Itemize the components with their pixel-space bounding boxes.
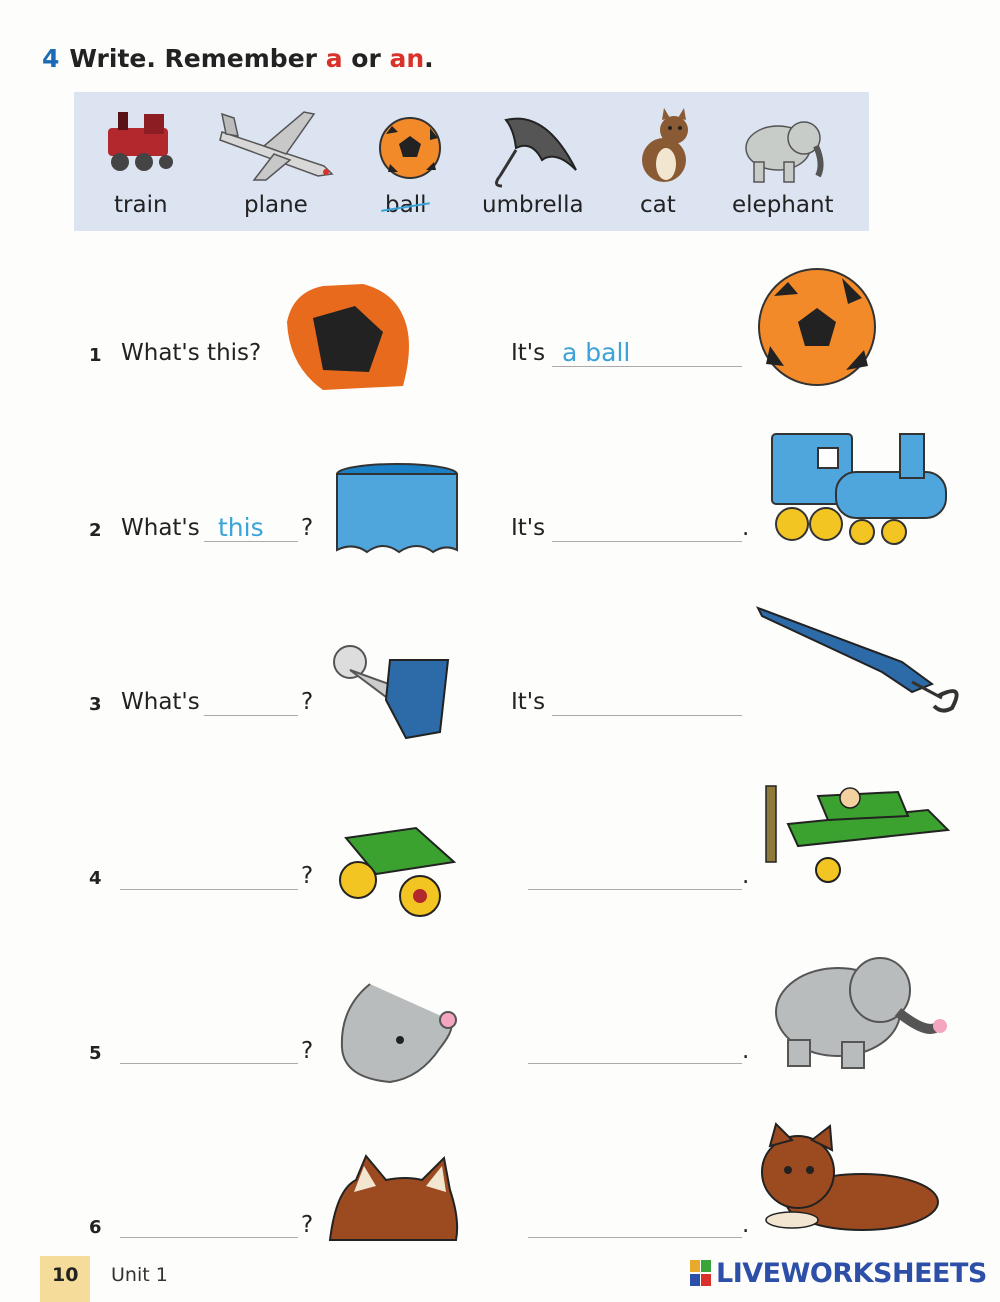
- umbrella-top-partial-image: [330, 640, 455, 740]
- word-umbrella: umbrella: [482, 192, 584, 218]
- page-number: 10: [52, 1264, 79, 1286]
- plane-icon: [214, 104, 339, 184]
- umbrella-partial-image: [333, 462, 461, 558]
- row-2-question-prefix: What's: [121, 515, 200, 541]
- row-2-number: 2: [89, 520, 102, 541]
- row-2-answer-line[interactable]: [552, 541, 742, 542]
- elephant-partial-image: [330, 978, 460, 1090]
- word-cat: cat: [640, 192, 676, 218]
- row-6-number: 6: [89, 1217, 102, 1238]
- row-3-qmark: ?: [301, 689, 314, 715]
- row-5-question-line[interactable]: [120, 1063, 298, 1064]
- row-2-qmark: ?: [301, 515, 314, 541]
- word-elephant: elephant: [732, 192, 834, 218]
- row-2-its: It's: [511, 515, 546, 541]
- row-5-number: 5: [89, 1043, 102, 1064]
- row-3-answer-line[interactable]: [552, 715, 742, 716]
- train-image: [762, 428, 962, 552]
- train-icon: [100, 106, 190, 176]
- exercise-number: 4: [42, 44, 60, 73]
- plane-image: [758, 776, 956, 886]
- title-text: Write. Remember: [69, 44, 326, 73]
- row-5-period: .: [742, 1038, 750, 1064]
- word-bank: [74, 92, 869, 231]
- title-a: a: [325, 44, 343, 73]
- word-train: train: [114, 192, 168, 218]
- word-plane: plane: [244, 192, 308, 218]
- row-3-its: It's: [511, 689, 546, 715]
- row-6-period: .: [742, 1212, 750, 1238]
- unit-label: Unit 1: [111, 1264, 168, 1286]
- row-6-qmark: ?: [301, 1212, 314, 1238]
- umbrella-icon: [486, 110, 581, 190]
- row-6-answer-line[interactable]: [528, 1237, 742, 1238]
- title-an: an: [389, 44, 425, 73]
- row-5-qmark: ?: [301, 1038, 314, 1064]
- umbrella-image: [752, 602, 967, 717]
- row-1-question: What's this?: [121, 340, 262, 366]
- row-5-answer-line[interactable]: [528, 1063, 742, 1064]
- row-4-answer-line[interactable]: [528, 889, 742, 890]
- cat-partial-image: [326, 1150, 461, 1242]
- liveworksheets-logo-icon: [690, 1260, 712, 1288]
- row-6-question-line[interactable]: [120, 1237, 298, 1238]
- row-4-qmark: ?: [301, 863, 314, 889]
- row-1-number: 1: [89, 345, 102, 366]
- title-or: or: [342, 44, 390, 73]
- row-4-number: 4: [89, 868, 102, 889]
- plane-partial-image: [336, 822, 461, 922]
- ball-icon: [376, 114, 446, 184]
- row-2-question-fill: this: [218, 513, 264, 542]
- elephant-image: [768, 946, 948, 1072]
- cat-icon: [630, 106, 700, 186]
- word-ball-struck: ball: [385, 192, 427, 218]
- ball-image: [754, 266, 880, 388]
- exercise-title: [42, 44, 434, 73]
- cat-image: [752, 1120, 952, 1234]
- liveworksheets-brand[interactable]: LIVEWORKSHEETS: [716, 1258, 987, 1289]
- elephant-icon: [738, 112, 833, 187]
- row-3-question-line[interactable]: [204, 715, 298, 716]
- row-2-period: .: [742, 515, 750, 541]
- row-4-period: .: [742, 863, 750, 889]
- row-1-answer: a ball: [562, 338, 631, 367]
- row-3-question-prefix: What's: [121, 689, 200, 715]
- title-dot: .: [424, 44, 434, 73]
- ball-partial-image: [283, 282, 418, 392]
- row-4-question-line[interactable]: [120, 889, 298, 890]
- row-3-number: 3: [89, 694, 102, 715]
- row-1-its: It's: [511, 340, 546, 366]
